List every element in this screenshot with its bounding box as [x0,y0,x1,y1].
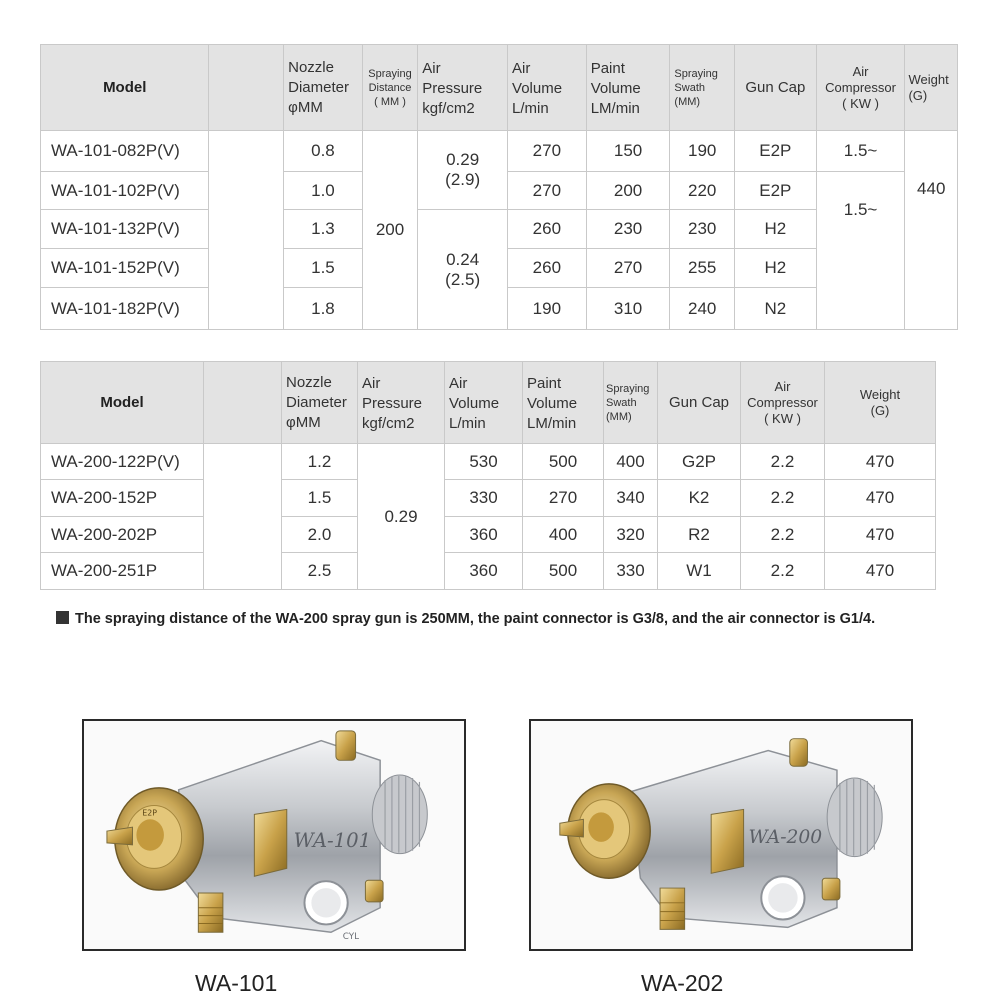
air-volume-cell: 260 [508,249,587,288]
header-spraying-distance: Spraying Distance ( MM ) [362,45,417,131]
swath-cell: 230 [670,210,735,249]
swath-cell: 330 [604,553,658,590]
nozzle-cell: 2.5 [282,553,358,590]
air-volume-cell: 360 [445,553,523,590]
paint-volume-cell: 230 [586,210,670,249]
header-nozzle: Nozzle Diameter φMM [284,45,363,131]
header-air-compressor: Air Compressor ( KW ) [816,45,905,131]
air-pressure-cell: 0.29 [358,444,445,590]
gun-cap-cell: R2 [658,517,741,553]
gun-cap-cell: H2 [734,249,816,288]
compressor-cell: 1.5~ [816,172,905,330]
compressor-cell: 1.5~ [816,131,905,172]
paint-volume-cell: 270 [523,480,604,517]
gun-engraving: WA-101 [293,828,372,852]
gun-cap-cell: N2 [734,288,816,330]
blank-cell [204,444,282,590]
weight-cell: 470 [825,517,936,553]
header-gun-cap: Gun Cap [658,362,741,444]
note-text: The spraying distance of the WA-200 spray gun is 250MM, the paint connector is G3/8, and the air connector is G1/4. [75,611,876,627]
weight-cell: 470 [825,553,936,590]
model-cell: WA-101-132P(V) [41,210,209,249]
nozzle-cell: 1.5 [282,480,358,517]
brand-mark: CYL [342,932,360,943]
header-model: Model [41,45,209,131]
model-cell: WA-101-152P(V) [41,249,209,288]
air-volume-cell: 190 [508,288,587,330]
air-volume-cell: 260 [508,210,587,249]
header-air-pressure: Air Pressure kgf/cm2 [358,362,445,444]
nozzle-cell: 2.0 [282,517,358,553]
table-row [41,553,936,590]
header-air-compressor: Air Compressor ( KW ) [741,362,825,444]
product-photo-wa202 [529,719,913,951]
swath-cell: 340 [604,480,658,517]
paint-volume-cell: 270 [586,249,670,288]
swath-cell: 240 [670,288,735,330]
product-caption-wa101: WA-101 [195,970,278,996]
weight-cell: 440 [905,131,958,330]
model-cell: WA-101-102P(V) [41,172,209,210]
spec-table-wa101 [40,44,958,330]
weight-cell: 470 [825,480,936,517]
swath-cell: 400 [604,444,658,480]
header-spraying-swath: Spraying Swath (MM) [604,362,658,444]
product-photo-wa101 [82,719,466,951]
compressor-cell: 2.2 [741,444,825,480]
blank-cell [209,131,284,330]
swath-cell: 190 [670,131,735,172]
spraying-distance-cell: 200 [362,131,417,330]
compressor-cell: 2.2 [741,517,825,553]
model-cell: WA-101-082P(V) [41,131,209,172]
compressor-cell: 2.2 [741,553,825,590]
table-row [41,480,936,517]
header-air-pressure: Air Pressure kgf/cm2 [418,45,508,131]
header-paint-volume: Paint Volume LM/min [586,45,670,131]
gun-cap-cell: W1 [658,553,741,590]
header-paint-volume: Paint Volume LM/min [523,362,604,444]
table-row [41,517,936,553]
paint-volume-cell: 500 [523,553,604,590]
swath-cell: 220 [670,172,735,210]
model-cell: WA-101-182P(V) [41,288,209,330]
header-blank [204,362,282,444]
model-cell: WA-200-251P [41,553,204,590]
paint-volume-cell: 200 [586,172,670,210]
swath-cell: 320 [604,517,658,553]
gun-cap-cell: H2 [734,210,816,249]
nozzle-cell: 1.2 [282,444,358,480]
spec-note [56,611,875,627]
air-volume-cell: 360 [445,517,523,553]
air-volume-cell: 530 [445,444,523,480]
gun-cap-cell: E2P [734,131,816,172]
gun-engraving: WA-200 [748,826,823,848]
header-weight: Weight (G) [825,362,936,444]
header-gun-cap: Gun Cap [734,45,816,131]
bullet-square-icon [56,611,69,624]
air-pressure-cell: 0.29 (2.9) [418,131,508,210]
air-volume-cell: 270 [508,131,587,172]
table-row [41,131,958,172]
model-cell: WA-200-202P [41,517,204,553]
air-volume-cell: 330 [445,480,523,517]
spray-gun-illustration [531,721,911,949]
header-blank [209,45,284,131]
nozzle-cell: 1.3 [284,210,363,249]
nozzle-cell: 0.8 [284,131,363,172]
paint-volume-cell: 310 [586,288,670,330]
header-air-volume: Air Volume L/min [445,362,523,444]
air-pressure-cell: 0.24 (2.5) [418,210,508,330]
model-cell: WA-200-122P(V) [41,444,204,480]
model-cell: WA-200-152P [41,480,204,517]
nozzle-cell: 1.5 [284,249,363,288]
header-air-volume: Air Volume L/min [508,45,587,131]
gun-cap-cell: E2P [734,172,816,210]
spray-gun-illustration [84,721,464,949]
compressor-cell: 2.2 [741,480,825,517]
nozzle-cell: 1.8 [284,288,363,330]
air-volume-cell: 270 [508,172,587,210]
cap-mark: E2P [142,808,158,818]
product-caption-wa202: WA-202 [641,970,724,996]
header-model: Model [41,362,204,444]
weight-cell: 470 [825,444,936,480]
gun-cap-cell: G2P [658,444,741,480]
header-spraying-swath: Spraying Swath (MM) [670,45,735,131]
table-row [41,444,936,480]
nozzle-cell: 1.0 [284,172,363,210]
paint-volume-cell: 150 [586,131,670,172]
swath-cell: 255 [670,249,735,288]
header-weight: Weight (G) [905,45,958,131]
header-nozzle: Nozzle Diameter φMM [282,362,358,444]
paint-volume-cell: 500 [523,444,604,480]
spec-table-wa200 [40,361,936,590]
paint-volume-cell: 400 [523,517,604,553]
gun-cap-cell: K2 [658,480,741,517]
